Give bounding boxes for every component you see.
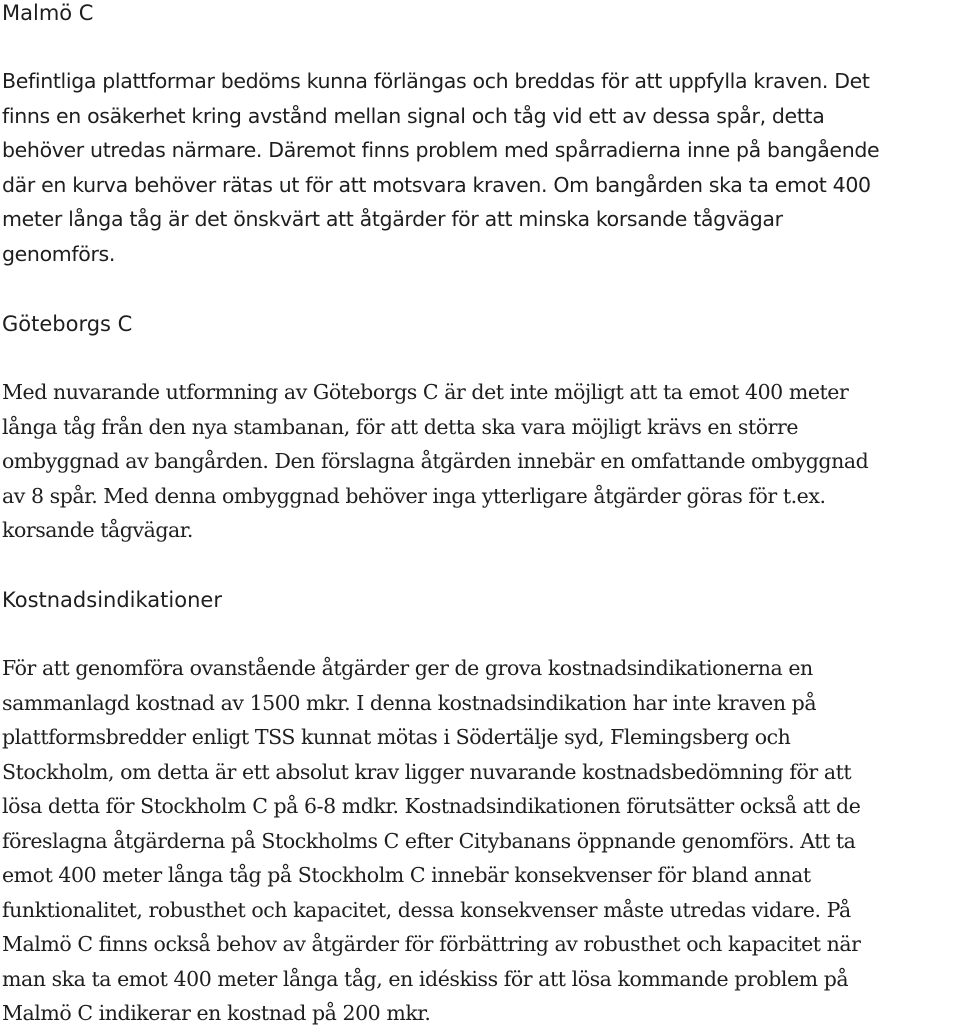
text-line: Malmö C indikerar en kostnad på 200 mkr.: [2, 1001, 431, 1025]
text-line: Befintliga plattformar bedöms kunna förlängas och breddas för att uppfylla kraven. Det: [2, 69, 870, 93]
text-line: plattformsbredder enligt TSS kunnat mötas i Södertälje syd, Flemingsberg och: [2, 725, 791, 749]
text-line: Malmö C finns också behov av åtgärder för förbättring av robusthet och kapacitet när: [2, 932, 861, 956]
text-line: För att genomföra ovanstående åtgärder ger de grova kostnadsindikationerna en: [2, 656, 813, 680]
text-line: Stockholm, om detta är ett absolut krav ligger nuvarande kostnadsbedömning för att: [2, 759, 852, 784]
section-heading-malmo: Malmö C: [2, 1, 94, 25]
text-line: emot 400 meter långa tåg på Stockholm C innebär konsekvenser för bland annat: [2, 863, 811, 887]
paragraph-kostnad: [2, 651, 861, 1031]
text-line: sammanlagd kostnad av 1500 mkr. I denna kostnadsindikation har inte kraven på: [2, 690, 817, 715]
section-heading-goteborg: Göteborgs C: [2, 312, 133, 336]
paragraph-malmo: [2, 64, 879, 271]
text-line: lösa detta för Stockholm C på 6-8 mdkr. Kostnadsindikationen förutsätter också att de: [2, 794, 861, 818]
text-line: korsande tågvägar.: [2, 518, 193, 542]
text-line: meter långa tåg är det önskvärt att åtgärder för att minska korsande tågvägar: [2, 207, 783, 231]
text-line: av 8 spår. Med denna ombyggnad behöver inga ytterligare åtgärder göras för t.ex.: [2, 483, 826, 508]
text-line: finns en osäkerhet kring avstånd mellan signal och tåg vid ett av dessa spår, detta: [2, 103, 825, 128]
text-line: långa tåg från den nya stambanan, för att detta ska vara möjligt krävs en större: [2, 414, 799, 439]
text-line: behöver utredas närmare. Däremot finns problem med spårradierna inne på bangående: [2, 138, 880, 162]
text-line: ombyggnad av bangården. Den förslagna åtgärden innebär en omfattande ombyggnad: [2, 449, 869, 473]
text-line: man ska ta emot 400 meter långa tåg, en idéskiss för att lösa kommande problem på: [2, 966, 849, 991]
text-line: där en kurva behöver rätas ut för att motsvara kraven. Om bangården ska ta emot 400: [2, 172, 871, 197]
section-heading-kostnad: Kostnadsindikationer: [2, 588, 222, 612]
paragraph-goteborg: [2, 375, 868, 548]
text-line: genomförs.: [2, 241, 116, 266]
text-line: Med nuvarande utformning av Göteborgs C är det inte möjligt att ta emot 400 meter: [2, 380, 849, 404]
text-line: funktionalitet, robusthet och kapacitet, dessa konsekvenser måste utredas vidare. På: [2, 897, 851, 922]
text-line: föreslagna åtgärderna på Stockholms C efter Citybanans öppnande genomförs. Att ta: [2, 828, 856, 853]
